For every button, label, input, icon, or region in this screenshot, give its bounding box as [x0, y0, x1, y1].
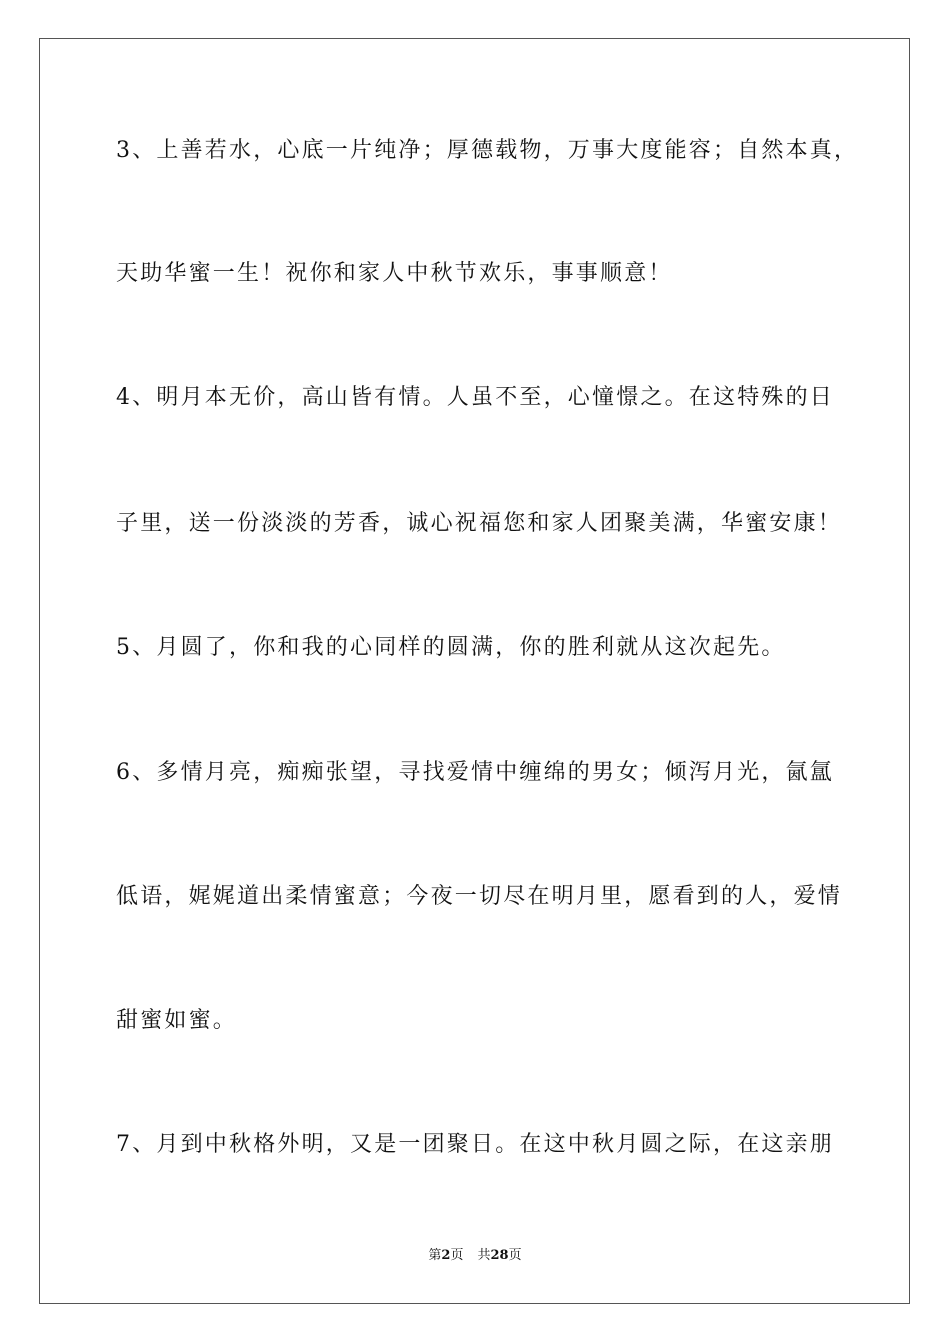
total-prefix: 共 [477, 1248, 491, 1263]
text-line-6: 6、多情月亮，痴痴张望，寻找爱情中缠绵的男女；倾泻月光，氤氲 [116, 760, 834, 785]
text-line-3: 4、明月本无价，高山皆有情。人虽不至，心憧憬之。在这特殊的日 [116, 385, 834, 410]
page-footer [0, 1247, 950, 1265]
text-line-9: 7、月到中秋格外明，又是一团聚日。在这中秋月圆之际，在这亲朋 [116, 1132, 834, 1157]
page-prefix: 第 [428, 1248, 442, 1263]
page-frame [39, 38, 910, 1304]
text-line-1: 3、上善若水，心底一片纯净；厚德载物，万事大度能容；自然本真， [116, 138, 859, 163]
total-suffix: 页 [508, 1248, 522, 1263]
text-line-4: 子里，送一份淡淡的芳香，诚心祝福您和家人团聚美满，华蜜安康！ [116, 511, 843, 536]
text-line-8: 甜蜜如蜜。 [116, 1008, 238, 1033]
text-line-7: 低语，娓娓道出柔情蜜意；今夜一切尽在明月里，愿看到的人，爱情 [116, 884, 843, 909]
page-suffix: 页 [450, 1248, 464, 1263]
page-number: 2 [441, 1248, 451, 1263]
total-pages: 28 [490, 1248, 509, 1263]
text-line-2: 天助华蜜一生！祝你和家人中秋节欢乐，事事顺意！ [116, 261, 673, 286]
text-line-5: 5、月圆了，你和我的心同样的圆满，你的胜利就从这次起先。 [116, 635, 786, 660]
